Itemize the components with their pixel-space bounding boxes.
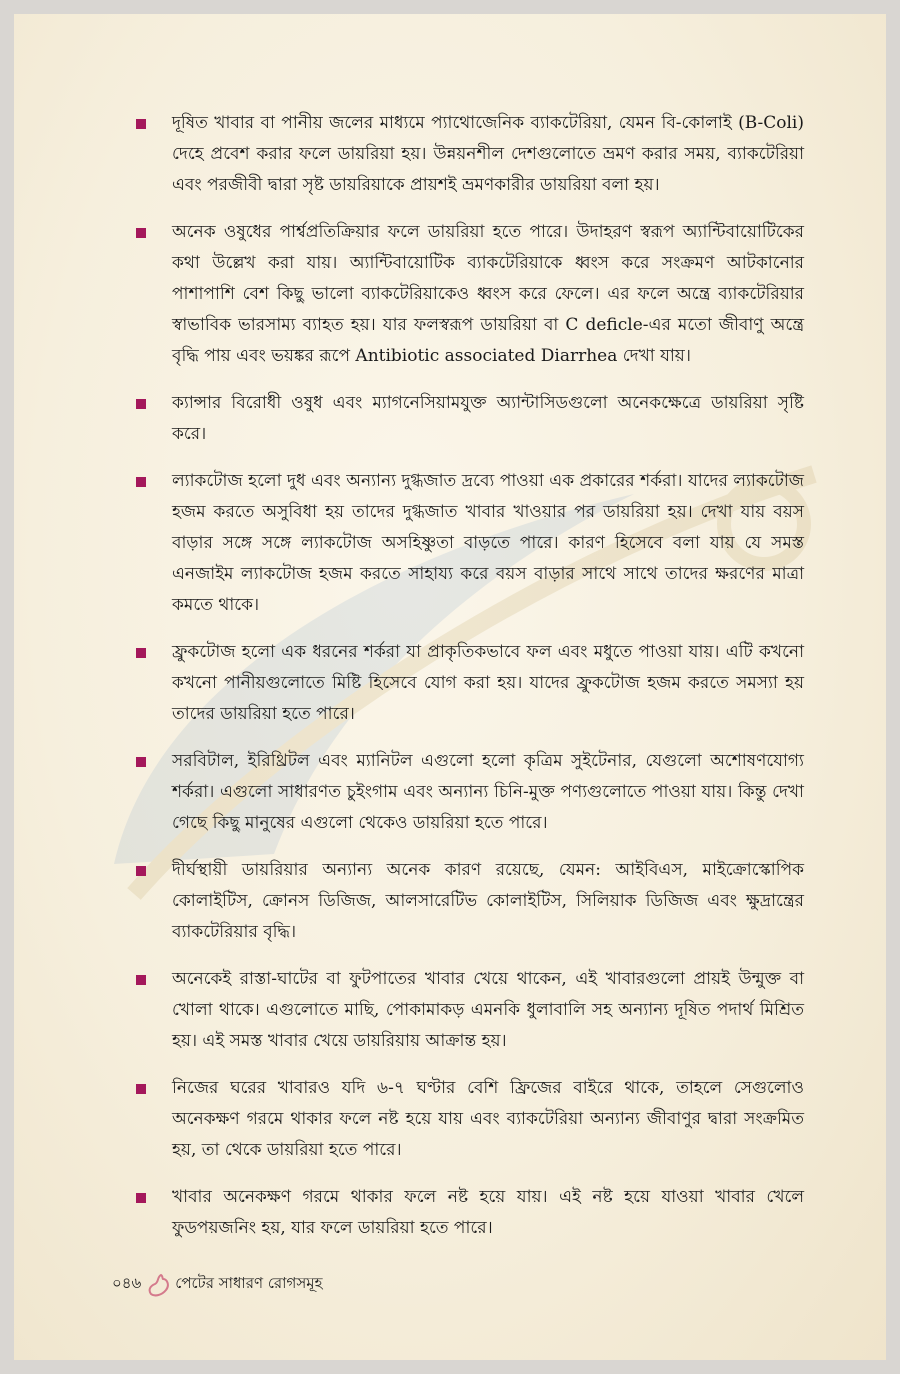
- list-item-text: দূষিত খাবার বা পানীয় জলের মাধ্যমে প্যাথোজেনিক ব্যাকটেরিয়া, যেমন বি-কোলাই (B-Coli) দেহে প্রবেশ করার ফলে ডায়রিয়া হয়। উন্নয়নশীল দেশগুলোতে ভ্রমণ করার সময়, ব্যাকটেরিয়া এবং পরজীবী দ্বারা সৃষ্ট ডায়রিয়াকে প্রায়শই ভ্রমণকারীর ডায়রিয়া বলা হয়।: [172, 113, 804, 195]
- list-item-text: অনেক ওষুধের পার্শ্বপ্রতিক্রিয়ার ফলে ডায়রিয়া হতে পারে। উদাহরণ স্বরূপ অ্যান্টিবায়োটিকের কথা উল্লেখ করা যায়। অ্যান্টিবায়োটিক ব্যাকটেরিয়াকে ধ্বংস করে সংক্রমণ আটকানোর পাশাপাশি বেশ কিছু ভালো ব্যাকটেরিয়াকেও ধ্বংস করে ফেলে। এর ফলে অন্ত্রে ব্যাকটেরিয়ার স্বাভাবিক ভারসাম্য ব্যাহত হয়। যার ফলস্বরূপ ডায়রিয়া বা C deficle-এর মতো জীবাণু অন্ত্রে বৃদ্ধি পায় এবং ভয়ঙ্কর রূপে Antibiotic associated Diarrhea দেখা যায়।: [172, 222, 804, 366]
- bullet-marker: [136, 1084, 146, 1094]
- list-item: [136, 466, 804, 621]
- list-item: [136, 637, 804, 730]
- bullet-marker: [136, 119, 146, 129]
- list-item: [136, 217, 804, 372]
- bullet-marker: [136, 975, 146, 985]
- list-item: [136, 746, 804, 839]
- book-page: [14, 14, 886, 1360]
- bullet-marker: [136, 399, 146, 409]
- bullet-marker: [136, 757, 146, 767]
- bullet-list: [136, 108, 804, 1260]
- list-item-text: ল্যাকটোজ হলো দুধ এবং অন্যান্য দুগ্ধজাত দ্রব্যে পাওয়া এক প্রকারের শর্করা। যাদের ল্যাকটোজ হজম করতে অসুবিধা হয় তাদের দুগ্ধজাত খাবার খাওয়ার পর ডায়রিয়া হয়। দেখা যায় বয়স বাড়ার সঙ্গে সঙ্গে ল্যাকটোজ অসহিষ্ণুতা বাড়তে পারে। কারণ হিসেবে বলা যায় যে সমস্ত এনজাইম ল্যাকটোজ হজম করতে সাহায্য করে বয়স বাড়ার সাথে সাথে তাদের ক্ষরণের মাত্রা কমতে থাকে।: [172, 471, 804, 615]
- chapter-title: পেটের সাধারণ রোগসমূহ: [175, 1274, 323, 1292]
- list-item: [136, 388, 804, 450]
- list-item: [136, 855, 804, 948]
- page-footer: [112, 1272, 322, 1297]
- list-item: [136, 1182, 804, 1244]
- list-item-text: খাবার অনেকক্ষণ গরমে থাকার ফলে নষ্ট হয়ে যায়। এই নষ্ট হয়ে যাওয়া খাবার খেলে ফুডপয়জনিং হয়, যার ফলে ডায়রিয়া হতে পারে।: [172, 1187, 804, 1238]
- bullet-marker: [136, 1193, 146, 1203]
- list-item: [136, 1073, 804, 1166]
- list-item: [136, 964, 804, 1057]
- list-item-text: নিজের ঘরের খাবারও যদি ৬-৭ ঘণ্টার বেশি ফ্রিজের বাইরে থাকে, তাহলে সেগুলোও অনেকক্ষণ গরমে থাকার ফলে নষ্ট হয়ে যায় এবং ব্যাকটেরিয়া অন্যান্য জীবাণুর দ্বারা সংক্রমিত হয়, তা থেকে ডায়রিয়া হতে পারে।: [172, 1078, 804, 1160]
- bullet-marker: [136, 477, 146, 487]
- list-item-text: সরবিটাল, ইরিথ্রিটল এবং ম্যানিটল এগুলো হলো কৃত্রিম সুইটেনার, যেগুলো অশোষণযোগ্য শর্করা। এগুলো সাধারণত চুইংগাম এবং অন্যান্য চিনি-মুক্ত পণ্যগুলোতে পাওয়া যায়। কিন্তু দেখা গেছে কিছু মানুষের এগুলো থেকেও ডায়রিয়া হতে পারে।: [172, 751, 804, 833]
- list-item: [136, 108, 804, 201]
- list-item-text: ফ্রুকটোজ হলো এক ধরনের শর্করা যা প্রাকৃতিকভাবে ফল এবং মধুতে পাওয়া যায়। এটি কখনো কখনো পানীয়গুলোতে মিষ্টি হিসেবে যোগ করা হয়। যাদের ফ্রুকটোজ হজম করতে সমস্যা হয় তাদের ডায়রিয়া হতে পারে।: [172, 642, 804, 724]
- list-item-text: দীর্ঘস্থায়ী ডায়রিয়ার অন্যান্য অনেক কারণ রয়েছে, যেমন: আইবিএস, মাইক্রোস্কোপিক কোলাইটিস, ক্রোনস ডিজিজ, আলসারেটিভ কোলাইটিস, সিলিয়াক ডিজিজ এবং ক্ষুদ্রান্ত্রের ব্যাকটেরিয়ার বৃদ্ধি।: [172, 860, 804, 942]
- bullet-marker: [136, 228, 146, 238]
- bullet-marker: [136, 648, 146, 658]
- list-item-text: অনেকেই রাস্তা-ঘাটের বা ফুটপাতের খাবার খেয়ে থাকেন, এই খাবারগুলো প্রায়ই উন্মুক্ত বা খোলা থাকে। এগুলোতে মাছি, পোকামাকড় এমনকি ধুলাবালি সহ অন্যান্য দূষিত পদার্থ মিশ্রিত হয়। এই সমস্ত খাবার খেয়ে ডায়রিয়ায় আক্রান্ত হয়।: [172, 969, 804, 1051]
- list-item-text: ক্যান্সার বিরোধী ওষুধ এবং ম্যাগনেসিয়ামযুক্ত অ্যান্টাসিডগুলো অনেকক্ষেত্রে ডায়রিয়া সৃষ্টি করে।: [172, 393, 804, 444]
- stomach-icon: [145, 1273, 171, 1297]
- page-number: ০৪৬: [112, 1274, 142, 1292]
- bullet-marker: [136, 866, 146, 876]
